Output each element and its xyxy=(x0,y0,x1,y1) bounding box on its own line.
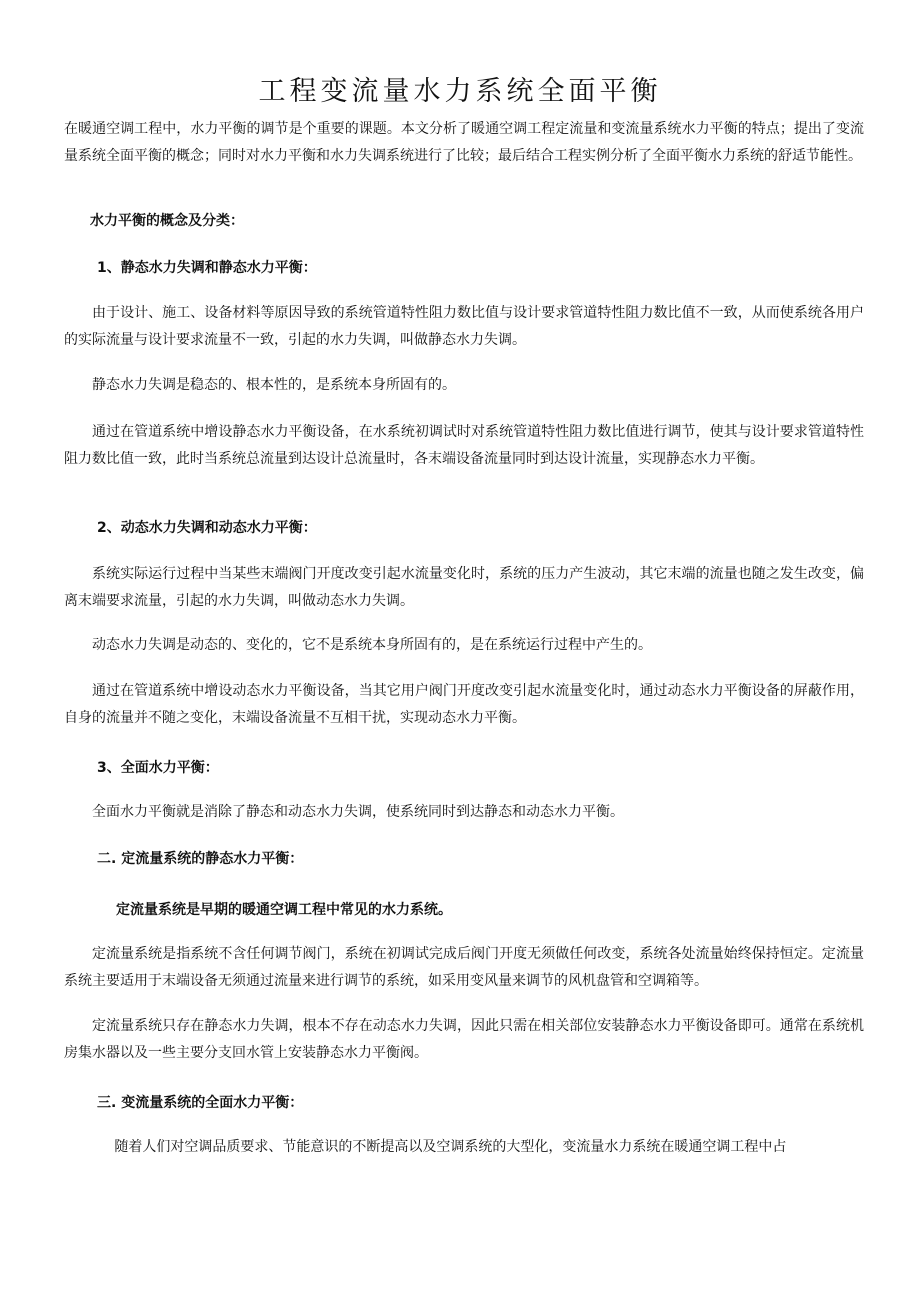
section2-paragraph-1: 定流量系统是指系统不含任何调节阀门，系统在初调试完成后阀门开度无须做任何改变，系统各处流量始终保持恒定。定流量系统主要适用于末端设备无须通过流量来进行调节的系统，如采用变风量来调节的风机盘管和空调箱等。 xyxy=(64,946,864,989)
sub3-heading: 3、全面水力平衡： xyxy=(97,760,219,776)
sub3-paragraph-1: 全面水力平衡就是消除了静态和动态水力失调，使系统同时到达静态和动态水力平衡。 xyxy=(92,804,624,820)
sub1-paragraph-2: 静态水力失调是稳态的、根本性的，是系统本身所固有的。 xyxy=(92,377,456,393)
sub1-paragraph-3: 通过在管道系统中增设静态水力平衡设备，在水系统初调试时对系统管道特性阻力数比值进行调节，使其与设计要求管道特性阻力数比值一致，此时当系统总流量到达设计总流量时，各末端设备流量同时到达设计流量，实现静态水力平衡。 xyxy=(64,424,864,467)
document-title: 工程变流量水力系统全面平衡 xyxy=(258,76,662,107)
sub2-paragraph-1: 系统实际运行过程中当某些末端阀门开度改变引起水流量变化时，系统的压力产生波动，其它末端的流量也随之发生改变，偏离末端要求流量，引起的水力失调，叫做动态水力失调。 xyxy=(64,566,864,609)
section2-paragraph-2: 定流量系统只存在静态水力失调，根本不存在动态水力失调，因此只需在相关部位安装静态水力平衡设备即可。通常在系统机房集水器以及一些主要分支回水管上安装静态水力平衡阀。 xyxy=(64,1018,864,1061)
sub2-heading: 2、动态水力失调和动态水力平衡： xyxy=(97,520,317,536)
section2-heading: 二. 定流量系统的静态水力平衡： xyxy=(97,851,304,867)
section2-lead: 定流量系统是早期的暖通空调工程中常见的水力系统。 xyxy=(116,902,452,918)
section3-heading: 三. 变流量系统的全面水力平衡： xyxy=(97,1095,304,1111)
section3-paragraph-1: 随着人们对空调品质要求、节能意识的不断提高以及空调系统的大型化，变流量水力系统在暖通空调工程中占 xyxy=(114,1139,787,1155)
sub1-heading: 1、静态水力失调和静态水力平衡： xyxy=(97,260,317,276)
sub2-paragraph-3: 通过在管道系统中增设动态水力平衡设备，当其它用户阀门开度改变引起水流量变化时，通过动态水力平衡设备的屏蔽作用，自身的流量并不随之变化，末端设备流量不互相干扰，实现动态水力平衡。 xyxy=(64,683,864,726)
sub1-paragraph-1: 由于设计、施工、设备材料等原因导致的系统管道特性阻力数比值与设计要求管道特性阻力数比值不一致，从而使系统各用户的实际流量与设计要求流量不一致，引起的水力失调，叫做静态水力失调。 xyxy=(64,305,864,348)
sub2-paragraph-2: 动态水力失调是动态的、变化的，它不是系统本身所固有的，是在系统运行过程中产生的。 xyxy=(92,637,652,653)
section-concept-heading: 水力平衡的概念及分类： xyxy=(90,213,244,229)
abstract-paragraph: 在暖通空调工程中，水力平衡的调节是个重要的课题。本文分析了暖通空调工程定流量和变流量系统水力平衡的特点；提出了变流量系统全面平衡的概念；同时对水力平衡和水力失调系统进行了比较；最后结合工程实例分析了全面平衡水力系统的舒适节能性。 xyxy=(64,121,864,164)
